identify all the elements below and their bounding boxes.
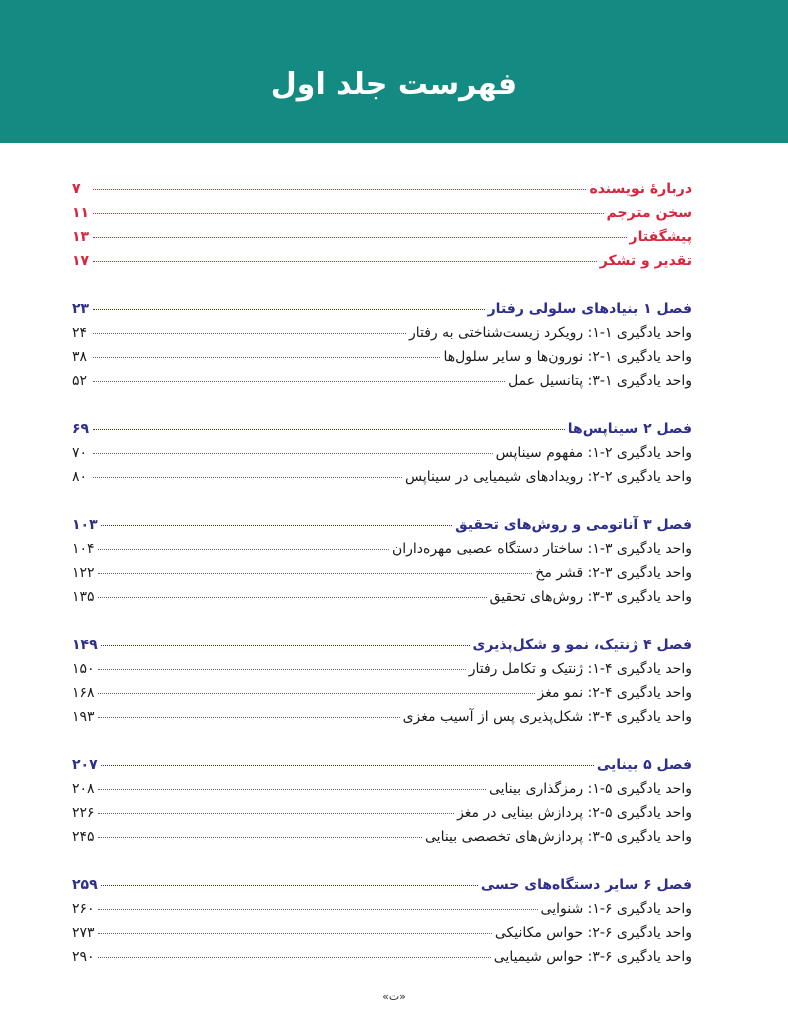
dot-leader xyxy=(93,309,485,310)
chapter-entry[interactable] xyxy=(72,421,692,445)
dot-leader xyxy=(98,957,491,958)
unit-entry[interactable] xyxy=(72,373,692,397)
dot-leader xyxy=(93,381,505,382)
dot-leader xyxy=(98,909,538,910)
unit-title: واحد یادگیری ۴-۱: ژنتیک و تکامل رفتار xyxy=(468,661,692,677)
page-number: ۲۴۵ xyxy=(72,829,95,845)
unit-title: واحد یادگیری ۴-۲: نمو مغز xyxy=(537,685,692,701)
unit-title: واحد یادگیری ۶-۱: شنوایی xyxy=(540,901,692,917)
unit-entry[interactable] xyxy=(72,469,692,493)
dot-leader xyxy=(101,885,478,886)
chapter-title: فصل ۴ ژنتیک، نمو و شکل‌پذیری xyxy=(472,637,692,653)
page-number: ۱۹۳ xyxy=(72,709,95,725)
chapter-entry[interactable] xyxy=(72,301,692,325)
dot-leader xyxy=(98,813,455,814)
dot-leader xyxy=(98,933,492,934)
unit-title: واحد یادگیری ۵-۲: پردازش بینایی در مغز xyxy=(457,805,692,821)
unit-title: واحد یادگیری ۳-۳: روش‌های تحقیق xyxy=(489,589,692,605)
page-number: ۱۷ xyxy=(72,253,90,269)
page-number: ۱۴۹ xyxy=(72,637,98,653)
page-number: ۲۷۳ xyxy=(72,925,95,941)
page-number: ۲۲۶ xyxy=(72,805,95,821)
page-number: ۱۱ xyxy=(72,205,90,221)
unit-title: واحد یادگیری ۵-۱: رمزگذاری بینایی xyxy=(488,781,692,797)
dot-leader xyxy=(101,645,470,646)
page-number: ۱۶۸ xyxy=(72,685,95,701)
chapter-title: فصل ۱ بنیادهای سلولی رفتار xyxy=(487,301,692,317)
dot-leader xyxy=(93,189,586,190)
page-title: فهرست جلد اول xyxy=(270,67,518,102)
page-number: ۱۰۴ xyxy=(72,541,95,557)
unit-entry[interactable] xyxy=(72,661,692,685)
dot-leader xyxy=(93,237,627,238)
entry-title: دربارهٔ نویسنده xyxy=(589,181,692,197)
table-of-contents xyxy=(72,181,692,973)
page-number: ۲۰۷ xyxy=(72,757,98,773)
dot-leader xyxy=(101,765,594,766)
page-number: ۱۰۳ xyxy=(72,517,98,533)
unit-entry[interactable] xyxy=(72,445,692,469)
dot-leader xyxy=(98,789,486,790)
chapter-title: فصل ۶ سایر دستگاه‌های حسی xyxy=(480,877,692,893)
dot-leader xyxy=(98,597,487,598)
chapter-title: فصل ۵ بینایی xyxy=(596,757,692,773)
dot-leader xyxy=(93,429,565,430)
unit-entry[interactable] xyxy=(72,805,692,829)
unit-entry[interactable] xyxy=(72,589,692,613)
chapter-block xyxy=(72,637,692,733)
front-matter-item[interactable] xyxy=(72,253,692,277)
unit-title: واحد یادگیری ۵-۳: پردازش‌های تخصصی بینایی xyxy=(425,829,692,845)
dot-leader xyxy=(98,693,535,694)
entry-title: سخن مترجم xyxy=(606,205,692,221)
chapter-title: فصل ۲ سیناپس‌ها xyxy=(567,421,692,437)
unit-title: واحد یادگیری ۱-۱: رویکرد زیست‌شناختی به رفتار xyxy=(408,325,692,341)
page-number: ۱۲۲ xyxy=(72,565,95,581)
page-number: ۳۸ xyxy=(72,349,88,365)
chapter-title: فصل ۳ آناتومی و روش‌های تحقیق xyxy=(455,517,692,533)
chapter-entry[interactable] xyxy=(72,637,692,661)
entry-title: پیشگفتار xyxy=(629,229,692,245)
front-matter-item[interactable] xyxy=(72,181,692,205)
front-matter-item[interactable] xyxy=(72,229,692,253)
page-number: ۱۳۵ xyxy=(72,589,95,605)
unit-title: واحد یادگیری ۱-۲: نورون‌ها و سایر سلول‌ها xyxy=(443,349,692,365)
unit-title: واحد یادگیری ۴-۳: شکل‌پذیری پس از آسیب مغزی xyxy=(402,709,692,725)
unit-title: واحد یادگیری ۳-۱: ساختار دستگاه عصبی مهره‌داران xyxy=(391,541,692,557)
front-matter-item[interactable] xyxy=(72,205,692,229)
chapter-entry[interactable] xyxy=(72,517,692,541)
page-number: ۲۵۹ xyxy=(72,877,98,893)
page-number: ۸۰ xyxy=(72,469,88,485)
unit-title: واحد یادگیری ۶-۳: حواس شیمیایی xyxy=(493,949,692,965)
unit-entry[interactable] xyxy=(72,901,692,925)
dot-leader xyxy=(98,669,466,670)
unit-title: واحد یادگیری ۳-۲: قشر مخ xyxy=(535,565,692,581)
page-number: ۷ xyxy=(72,181,81,197)
entry-title: تقدیر و تشکر xyxy=(599,253,692,269)
unit-entry[interactable] xyxy=(72,829,692,853)
unit-title: واحد یادگیری ۲-۲: رویدادهای شیمیایی در سیناپس xyxy=(405,469,692,485)
unit-entry[interactable] xyxy=(72,349,692,373)
chapter-entry[interactable] xyxy=(72,877,692,901)
dot-leader xyxy=(93,333,406,334)
page-number: ۲۶۰ xyxy=(72,901,95,917)
page-number: ۷۰ xyxy=(72,445,88,461)
dot-leader xyxy=(98,573,533,574)
chapter-block xyxy=(72,757,692,853)
chapter-entry[interactable] xyxy=(72,757,692,781)
dot-leader xyxy=(93,357,440,358)
page-number: ۵۲ xyxy=(72,373,88,389)
unit-title: واحد یادگیری ۲-۱: مفهوم سیناپس xyxy=(495,445,692,461)
dot-leader xyxy=(98,549,389,550)
title-banner xyxy=(0,0,788,143)
unit-title: واحد یادگیری ۱-۳: پتانسیل عمل xyxy=(508,373,692,389)
page-number: ۲۹۰ xyxy=(72,949,95,965)
unit-entry[interactable] xyxy=(72,709,692,733)
page-number: ۲۴ xyxy=(72,325,88,341)
unit-entry[interactable] xyxy=(72,925,692,949)
dot-leader xyxy=(98,837,422,838)
unit-entry[interactable] xyxy=(72,949,692,973)
page-number: ۲۰۸ xyxy=(72,781,95,797)
chapter-block xyxy=(72,517,692,613)
page-number: ۱۵۰ xyxy=(72,661,95,677)
unit-entry[interactable] xyxy=(72,541,692,565)
page-number: ۶۹ xyxy=(72,421,90,437)
dot-leader xyxy=(93,261,597,262)
dot-leader xyxy=(93,213,604,214)
dot-leader xyxy=(93,453,493,454)
page-marker: «ت» xyxy=(382,990,406,1003)
unit-entry[interactable] xyxy=(72,565,692,589)
unit-entry[interactable] xyxy=(72,325,692,349)
page-number: ۱۳ xyxy=(72,229,90,245)
dot-leader xyxy=(101,525,452,526)
page-number: ۲۳ xyxy=(72,301,90,317)
dot-leader xyxy=(98,717,400,718)
unit-entry[interactable] xyxy=(72,685,692,709)
unit-entry[interactable] xyxy=(72,781,692,805)
unit-title: واحد یادگیری ۶-۲: حواس مکانیکی xyxy=(494,925,692,941)
chapter-block xyxy=(72,301,692,397)
chapter-block xyxy=(72,421,692,493)
dot-leader xyxy=(93,477,402,478)
chapter-block xyxy=(72,877,692,973)
front-matter-list xyxy=(72,181,692,277)
